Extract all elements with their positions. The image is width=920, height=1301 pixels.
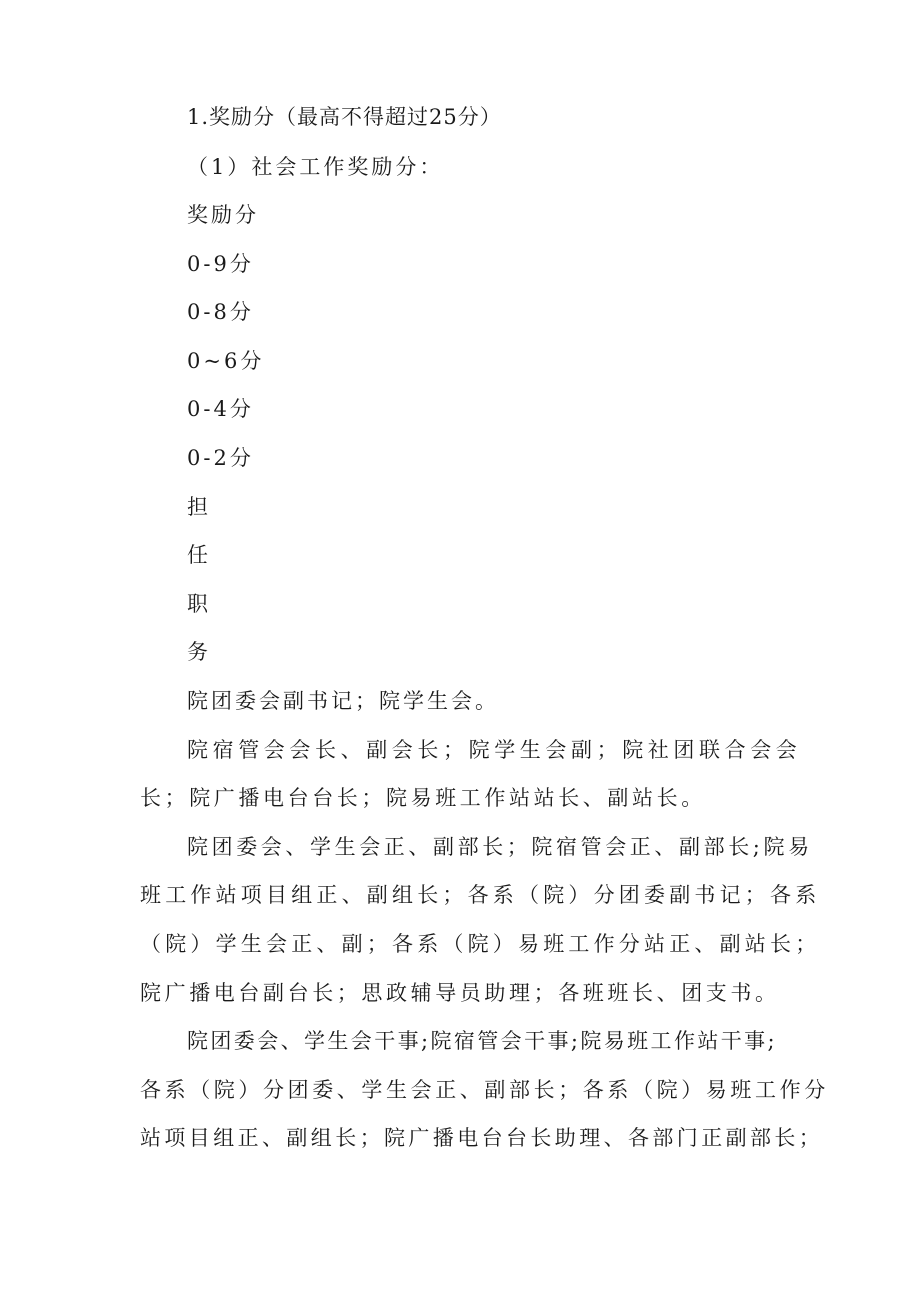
position-header-char: 任 [187,543,211,567]
score-range: 0~6分 [187,349,265,373]
paragraph-line: 院团委会、学生会干事;院宿管会干事;院易班工作站干事; [187,1029,778,1053]
subsection-heading: （1）社会工作奖励分： [187,155,444,179]
score-range: 0-8分 [187,300,254,324]
score-range: 0-2分 [187,446,254,470]
paragraph-line: 长；院广播电台台长；院易班工作站站长、副站长。 [140,786,706,810]
paragraph-line: 班工作站项目组正、副组长；各系（院）分团委副书记；各系 [140,883,821,907]
position-header-char: 担 [187,495,211,519]
score-range: 0-9分 [187,252,254,276]
paragraph-line: 院团委会、学生会正、副部长；院宿管会正、副部长;院易 [187,835,813,859]
section-heading: 1.奖励分（最高不得超过25分） [187,105,502,129]
paragraph-line: 各系（院）分团委、学生会正、副部长；各系（院）易班工作分 [140,1078,829,1102]
paragraph-line: 院宿管会会长、副会长；院学生会副；院社团联合会会 [187,738,802,762]
score-range: 0-4分 [187,397,254,421]
paragraph-line: 院广播电台副台长；思政辅导员助理；各班班长、团支书。 [140,981,780,1005]
paragraph-line: （院）学生会正、副；各系（院）易班工作分站正、副站长； [140,932,821,956]
column-header-score: 奖励分 [187,203,259,227]
position-header-char: 职 [187,592,211,616]
paragraph-line: 院团委会副书记；院学生会。 [187,689,499,713]
paragraph-line: 站项目组正、副组长；院广播电台台长助理、各部门正副部长； [140,1126,824,1150]
position-header-char: 务 [187,640,211,664]
